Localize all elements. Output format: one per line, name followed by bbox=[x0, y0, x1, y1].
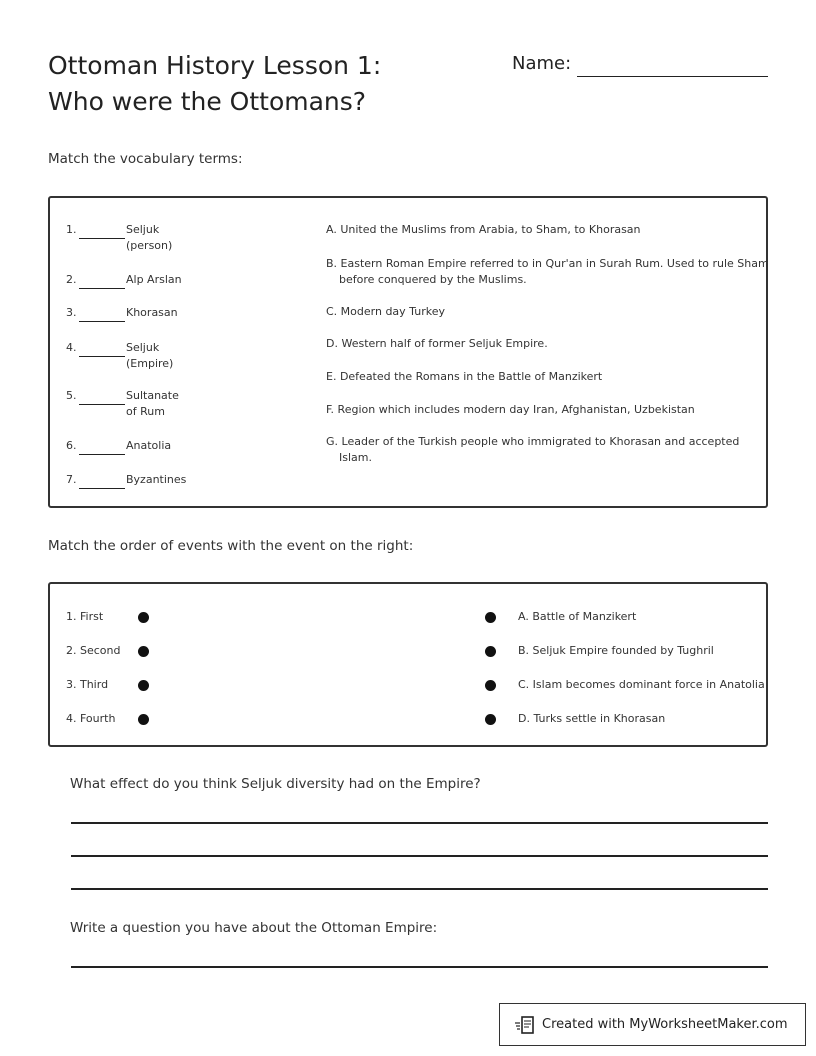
match-dot-right[interactable] bbox=[485, 714, 496, 725]
event-description: A. Battle of Manzikert bbox=[518, 610, 637, 623]
page-title-line-2: Who were the Ottomans? bbox=[48, 87, 367, 116]
vocab-term-number: 3. bbox=[66, 306, 77, 319]
vocab-answer-blank[interactable] bbox=[79, 454, 125, 455]
vocab-term-label: Seljuk bbox=[126, 223, 160, 236]
vocab-term-number: 7. bbox=[66, 473, 77, 486]
vocab-definition: A. United the Muslims from Arabia, to Sham, to Khorasan bbox=[326, 223, 641, 236]
answer-line[interactable] bbox=[71, 822, 768, 824]
vocab-definition: C. Modern day Turkey bbox=[326, 305, 445, 318]
event-description: C. Islam becomes dominant force in Anatolia bbox=[518, 678, 765, 691]
vocab-term-number: 5. bbox=[66, 389, 77, 402]
event-description: B. Seljuk Empire founded by Tughril bbox=[518, 644, 714, 657]
vocab-definition: F. Region which includes modern day Iran, Afghanistan, Uzbekistan bbox=[326, 403, 695, 416]
vocab-definition-line-2: before conquered by the Muslims. bbox=[339, 273, 527, 286]
vocab-definition: G. Leader of the Turkish people who immigrated to Khorasan and accepted bbox=[326, 435, 740, 448]
footer-text: Created with MyWorksheetMaker.com bbox=[542, 1017, 788, 1032]
vocab-term-number: 4. bbox=[66, 341, 77, 354]
vocab-definition-line-2: Islam. bbox=[339, 451, 372, 464]
events-instruction: Match the order of events with the event on the right: bbox=[48, 538, 414, 554]
vocab-term-number: 1. bbox=[66, 223, 77, 236]
vocab-answer-blank[interactable] bbox=[79, 356, 125, 357]
event-order-label: 3. Third bbox=[66, 678, 109, 691]
vocab-definition: B. Eastern Roman Empire referred to in Qur'an in Surah Rum. Used to rule Sham bbox=[326, 257, 769, 270]
vocab-term-label: Seljuk bbox=[126, 341, 160, 354]
vocab-term-label: Khorasan bbox=[126, 306, 178, 319]
vocab-answer-blank[interactable] bbox=[79, 238, 125, 239]
name-label: Name: bbox=[512, 53, 572, 74]
vocab-term-label: Byzantines bbox=[126, 473, 187, 486]
vocab-definition: D. Western half of former Seljuk Empire. bbox=[326, 337, 548, 350]
event-order-label: 2. Second bbox=[66, 644, 121, 657]
vocab-answer-blank[interactable] bbox=[79, 321, 125, 322]
worksheet-maker-logo-icon bbox=[514, 1015, 536, 1035]
question-diversity: What effect do you think Seljuk diversity had on the Empire? bbox=[70, 776, 481, 792]
vocab-answer-blank[interactable] bbox=[79, 404, 125, 405]
answer-line[interactable] bbox=[71, 888, 768, 890]
vocab-term-label: Sultanate bbox=[126, 389, 179, 402]
answer-line[interactable] bbox=[71, 966, 768, 968]
vocab-answer-blank[interactable] bbox=[79, 488, 125, 489]
page-title-line-1: Ottoman History Lesson 1: bbox=[48, 51, 382, 80]
match-dot-left[interactable] bbox=[138, 646, 149, 657]
vocab-definition: E. Defeated the Romans in the Battle of Manzikert bbox=[326, 370, 603, 383]
question-ottoman: Write a question you have about the Ottoman Empire: bbox=[70, 920, 438, 936]
vocab-instruction: Match the vocabulary terms: bbox=[48, 151, 243, 167]
match-dot-left[interactable] bbox=[138, 680, 149, 691]
vocab-term-label: Alp Arslan bbox=[126, 273, 182, 286]
match-dot-left[interactable] bbox=[138, 612, 149, 623]
event-order-label: 4. Fourth bbox=[66, 712, 116, 725]
vocab-term-label-line-2: of Rum bbox=[126, 405, 165, 418]
name-field-line[interactable] bbox=[577, 76, 768, 77]
match-dot-right[interactable] bbox=[485, 680, 496, 691]
vocab-term-number: 2. bbox=[66, 273, 77, 286]
footer-badge[interactable] bbox=[499, 1003, 806, 1046]
vocab-answer-blank[interactable] bbox=[79, 288, 125, 289]
answer-line[interactable] bbox=[71, 855, 768, 857]
event-description: D. Turks settle in Khorasan bbox=[518, 712, 666, 725]
vocab-term-label: Anatolia bbox=[126, 439, 172, 452]
vocab-term-number: 6. bbox=[66, 439, 77, 452]
match-dot-right[interactable] bbox=[485, 646, 496, 657]
vocab-term-label-line-2: (person) bbox=[126, 239, 173, 252]
match-dot-right[interactable] bbox=[485, 612, 496, 623]
vocab-term-label-line-2: (Empire) bbox=[126, 357, 174, 370]
event-order-label: 1. First bbox=[66, 610, 104, 623]
match-dot-left[interactable] bbox=[138, 714, 149, 725]
